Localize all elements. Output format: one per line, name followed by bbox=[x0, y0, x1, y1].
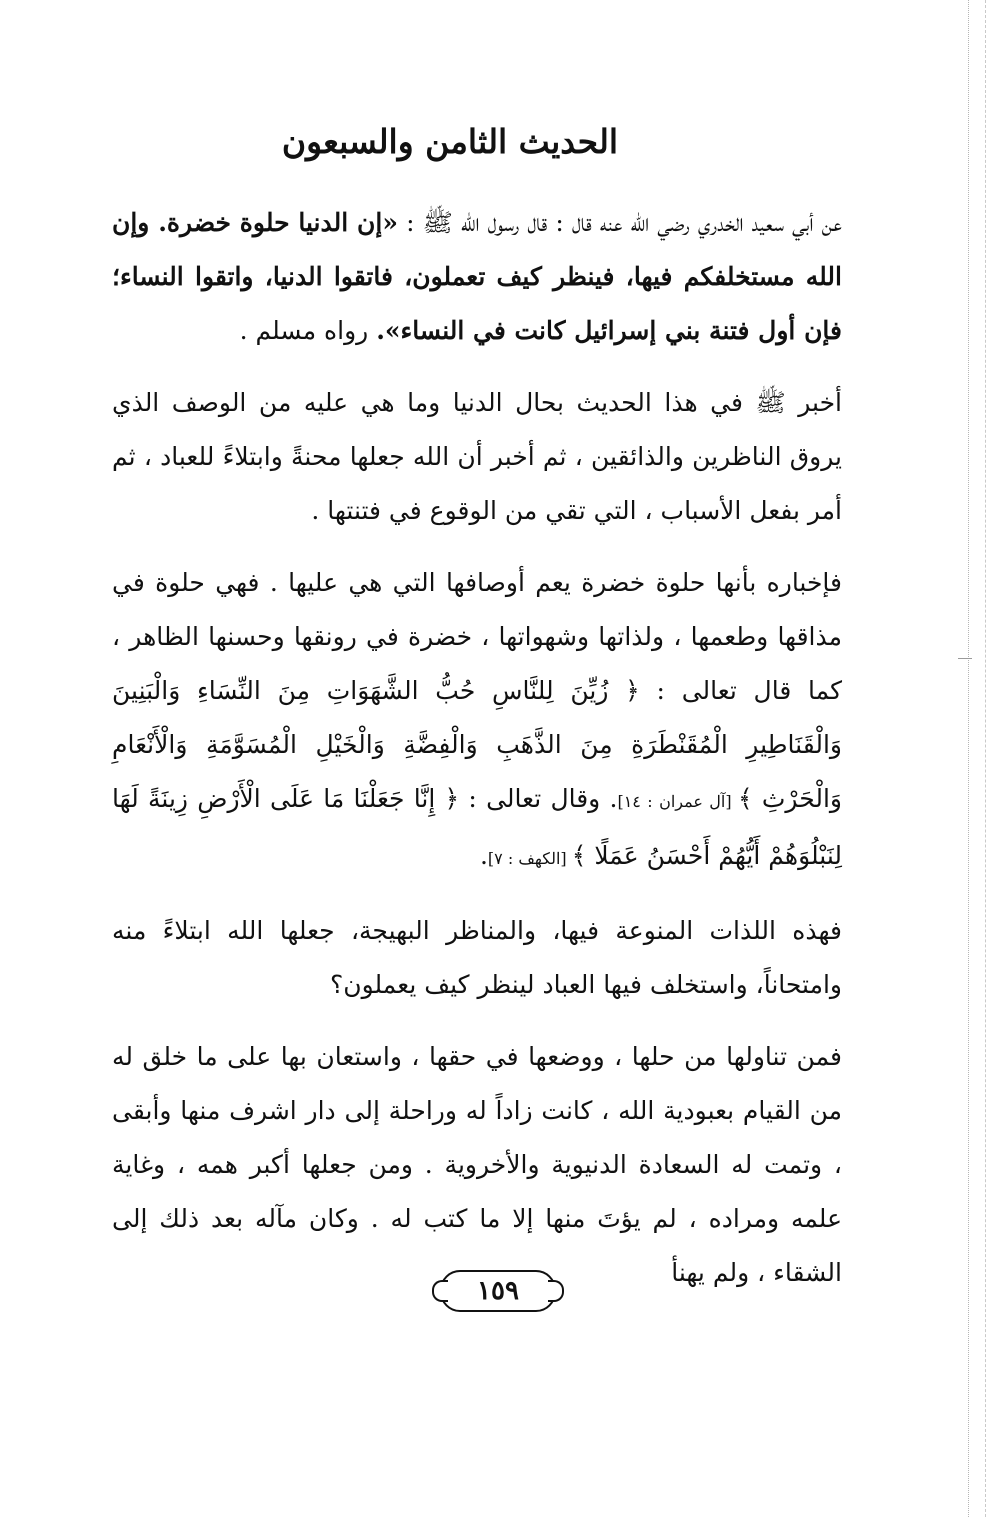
scan-edge-tick bbox=[958, 658, 972, 659]
paragraph-hadith bbox=[112, 196, 842, 358]
quran-verse-2: ﴿ إِنَّا جَعَلْنَا مَا عَلَى الْأَرْضِ زِينَةً لَهَا لِنَبْلُوَهُمْ أَيُّهُمْ أَحْسَنُ عَمَلًا ﴾ bbox=[112, 784, 842, 870]
paragraph-explanation: أخبر ﷺ في هذا الحديث بحال الدنيا وما هي عليه من الوصف الذي يروق الناظرين والذائقين ، ثم أخبر أن الله جعلها محنةً وابتلاءً للعباد ، ثم أمر بفعل الأسباب ، التي تقي من الوقوع في فتنتها . bbox=[112, 388, 842, 525]
hadith-intro: عن أبي سعيد الخدري رضي الله عنه قال : قال رسول الله ﷺ : bbox=[397, 208, 842, 237]
scan-edge-line bbox=[985, 0, 986, 1517]
paragraph-verses bbox=[112, 556, 842, 886]
verse-reference-2: [الكهف : ٧] bbox=[487, 849, 572, 868]
hadith-source: رواه مسلم . bbox=[239, 316, 377, 345]
verses-lead-text: فإخباره بأنها حلوة خضرة يعم أوصافها التي هي عليها . فهي حلوة في مذاقها وطعمها ، ولذاتها وشهواتها ، خضرة في رونقها وحسنها الظاهر ، كما قال تعالى : bbox=[112, 568, 842, 705]
verses-mid-text: . وقال تعالى : bbox=[459, 784, 618, 813]
verses-end-text: . bbox=[479, 841, 488, 870]
hadith-text: «إن الدنيا حلوة خضرة. وإن الله مستخلفكم فيها، فينظر كيف تعملون، فاتقوا الدنيا، واتقوا النساء؛ فإن أول فتنة بني إسرائيل كانت في النساء». bbox=[112, 208, 842, 345]
page-number: ١٥٩ bbox=[477, 1276, 519, 1306]
verse-reference-1: [آل عمران : ١٤] bbox=[617, 792, 738, 811]
paragraph-usage: فمن تناولها من حلها ، ووضعها في حقها ، واستعان بها على ما خلق له من القيام بعبودية الله ، كانت زاداً له وراحلة إلى دار اشرف منها وأبقى ، وتمت له السعادة الدنيوية والأخروية . ومن جعلها أكبر همه ، وغاية علمه ومراده ، لم يؤتَ منها إلا ما كتب له . وكان مآله بعد ذلك إلى الشقاء ، ولم يهنأ bbox=[112, 1042, 842, 1287]
chapter-title: الحديث الثامن والسبعون bbox=[281, 122, 619, 161]
quran-verse-1: ﴿ زُيِّنَ لِلنَّاسِ حُبُّ الشَّهَوَاتِ مِنَ النِّسَاءِ وَالْبَنِينَ وَالْقَنَاطِيرِ الْمُقَنْطَرَةِ مِنَ الذَّهَبِ وَالْفِضَّةِ وَالْخَيْلِ الْمُسَوَّمَةِ وَالْأَنْعَامِ وَالْحَرْثِ ﴾ bbox=[112, 676, 842, 813]
scan-edge-line bbox=[968, 0, 969, 1517]
page-number-frame bbox=[440, 1270, 556, 1312]
page-body bbox=[112, 196, 842, 1318]
paragraph-pleasures: فهذه اللذات المنوعة فيها، والمناظر البهيجة، جعلها الله ابتلاءً منه وامتحاناً، واستخلف فيها العباد لينظر كيف يعملون؟ bbox=[112, 916, 842, 999]
